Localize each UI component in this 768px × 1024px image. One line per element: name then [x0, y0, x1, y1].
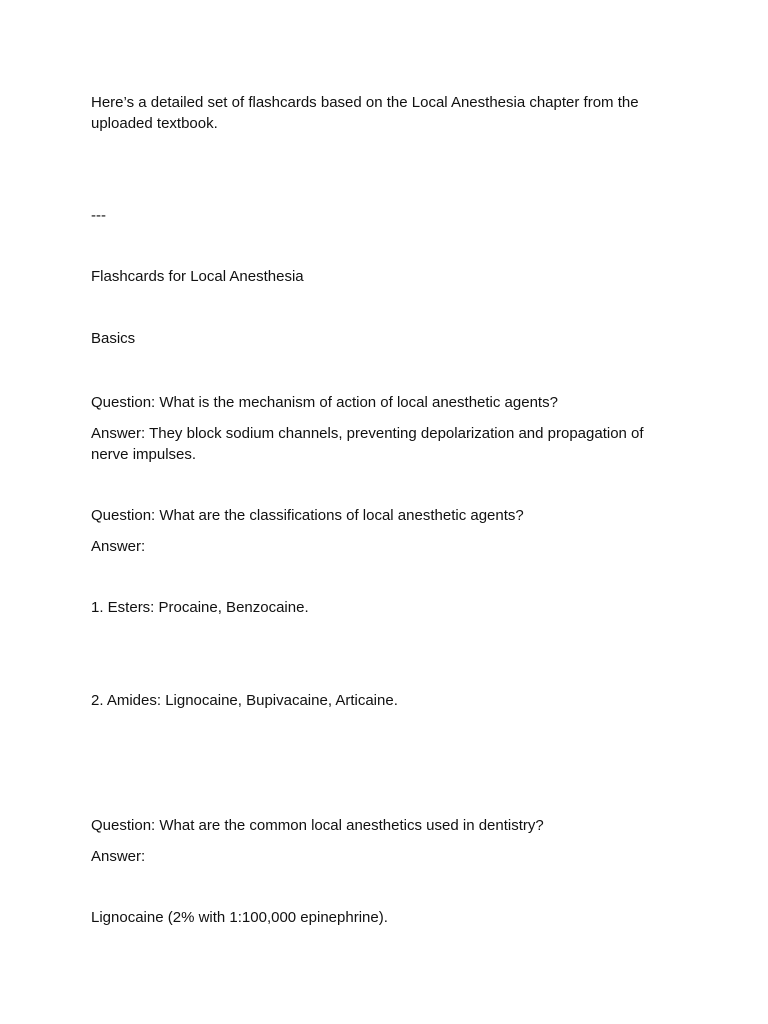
answer-list-item: Lignocaine (2% with 1:100,000 epinephrine). [91, 909, 388, 926]
separator-text: --- [91, 207, 106, 224]
document-title: Flashcards for Local Anesthesia [91, 268, 304, 285]
card-answer: Answer: [91, 848, 146, 865]
intro-paragraph: Here’s a detailed set of flashcards based on the Local Anesthesia chapter from the uploaded textbook. [91, 94, 639, 132]
card-question: Question: What are the classifications of local anesthetic agents? [91, 507, 524, 524]
card-question: Question: What are the common local anesthetics used in dentistry? [91, 817, 544, 834]
answer-list-item: 2. Amides: Lignocaine, Bupivacaine, Articaine. [91, 692, 398, 709]
card-answer: Answer: They block sodium channels, preventing depolarization and propagation of nerve impulses. [91, 425, 644, 463]
section-heading: Basics [91, 330, 136, 347]
card-answer: Answer: [91, 538, 146, 555]
answer-list-item: 1. Esters: Procaine, Benzocaine. [91, 599, 309, 616]
card-question: Question: What is the mechanism of action of local anesthetic agents? [91, 394, 558, 411]
